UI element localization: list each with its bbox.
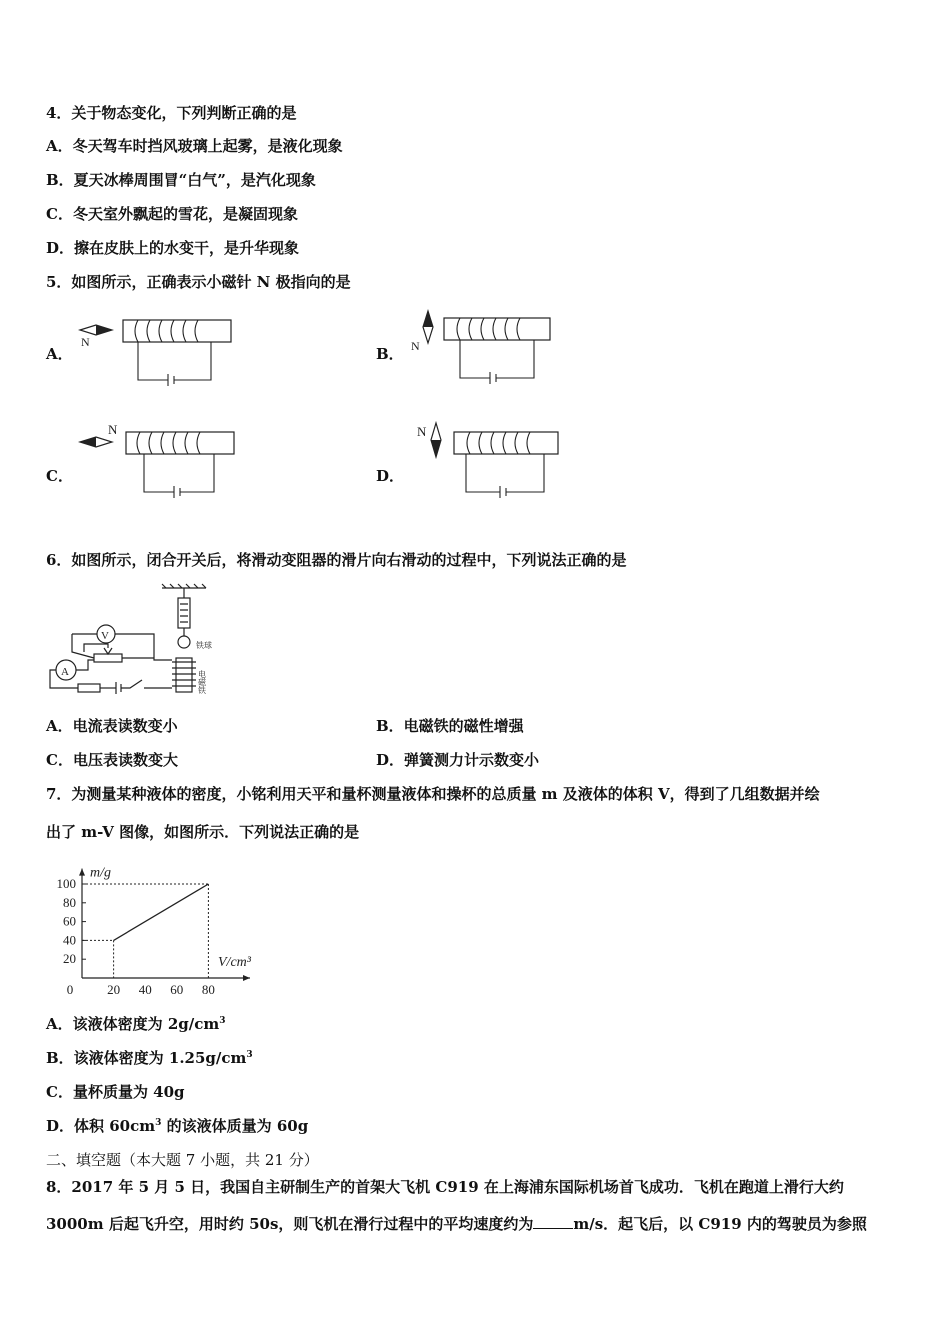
iron-ball-label: 铁球 [196, 641, 212, 650]
y-axis-arrow [79, 869, 85, 876]
n-label-b: N [411, 339, 420, 353]
q7-option-d: D．体积 $60cm^3$ 的该液体质量为 60g [46, 1117, 309, 1135]
x-tick-label: 0 [66, 982, 74, 997]
iron-ball [178, 636, 190, 648]
q5-stem: 5．如图所示，正确表示小磁针 N 极指向的是 [46, 273, 351, 291]
series-line [114, 884, 209, 940]
q7-option-a: A．该液体密度为 $2g/cm^3$ [46, 1015, 226, 1033]
q4-option-c: C．冬天室外飘起的雪花，是凝固现象 [46, 205, 298, 223]
spring-scale [178, 598, 190, 628]
y-tick-label: 80 [63, 894, 76, 910]
solenoid-core-c [126, 432, 234, 454]
q5-label-a: A． [46, 345, 73, 363]
q6-stem: 6．如图所示，闭合开关后，将滑动变阻器的滑片向右滑动的过程中，下列说法正确的是 [46, 551, 627, 569]
q5-figure-c [78, 420, 243, 500]
q4-option-a: A．冬天驾车时挡风玻璃上起雾，是液化现象 [46, 137, 343, 155]
y-tick-label: 60 [63, 913, 76, 929]
q7-option-c: C．量杯质量为 40g [46, 1083, 185, 1101]
electromagnet-label: 电磁铁 [197, 670, 207, 694]
q7-stem-line1: 7．为测量某种液体的密度，小铭利用天平和量杯测量液体和操杯的总质量 m 及液体的体积 V，得到了几组数据并绘 [46, 785, 820, 803]
q7-mv-chart [46, 856, 276, 998]
q6-circuit-figure [44, 584, 234, 696]
q5-figure-b [408, 308, 568, 388]
solenoid-core-d [454, 432, 558, 454]
q7-stem-line2: 出了 m-V 图像，如图所示．下列说法正确的是 [46, 823, 360, 841]
rheostat [94, 654, 122, 662]
x-tick-label: 80 [201, 982, 215, 997]
q8-line2: 3000m 后起飞升空，用时约 50s，则飞机在滑行过程中的平均速度约为 m/s．起飞后，以 C919 内的驾驶员为参照 [46, 1215, 867, 1233]
y-axis-label: m/g [90, 865, 111, 881]
x-tick-label: 60 [170, 982, 184, 997]
x-axis-label: V/cm³ [218, 955, 251, 970]
q5-label-c: C． [46, 467, 73, 485]
n-label-c: N [108, 422, 118, 437]
y-tick-label: 40 [63, 932, 76, 948]
x-tick-label: 20 [107, 982, 121, 997]
x-axis-arrow [243, 975, 250, 981]
x-tick-label: 40 [138, 982, 152, 997]
q5-label-d: D． [376, 467, 405, 485]
section-2-title: 二、填空题（本大题 7 小题，共 21 分） [46, 1151, 319, 1169]
n-label-d: N [417, 424, 427, 439]
q5-figure-d [414, 420, 574, 500]
q7-option-b: B．该液体密度为 $1.25g/cm^3$ [46, 1049, 253, 1067]
q8-line1: 8．2017 年 5 月 5 日，我国自主研制生产的首架大飞机 C919 在上海浦东国际机场首飞成功．飞机在跑道上滑行大约 [46, 1178, 844, 1196]
q6-option-d: D．弹簧测力计示数变小 [376, 751, 540, 769]
q6-option-c: C．电压表读数变大 [46, 751, 178, 769]
q4-option-d: D．擦在皮肤上的水变干，是升华现象 [46, 239, 300, 257]
q6-option-a: A．电流表读数变小 [46, 717, 178, 735]
voltmeter-label: V [101, 630, 109, 642]
electromagnet-core [176, 658, 192, 692]
n-label-a: N [81, 335, 90, 349]
q6-option-b: B．电磁铁的磁性增强 [376, 717, 524, 735]
resistor [78, 684, 100, 692]
solenoid-core-b [444, 318, 550, 340]
q4-option-b: B．夏天冰棒周围冒“白气”，是汽化现象 [46, 171, 316, 189]
q5-figure-a [78, 312, 238, 387]
solenoid-core-a [123, 320, 231, 342]
y-tick-label: 100 [56, 876, 76, 891]
ammeter-label: A [61, 666, 69, 678]
q5-label-b: B． [376, 345, 404, 363]
q4-stem: 4．关于物态变化，下列判断正确的是 [46, 104, 297, 122]
y-tick-label: 20 [63, 951, 76, 967]
q8-answer-blank[interactable] [533, 1214, 573, 1229]
